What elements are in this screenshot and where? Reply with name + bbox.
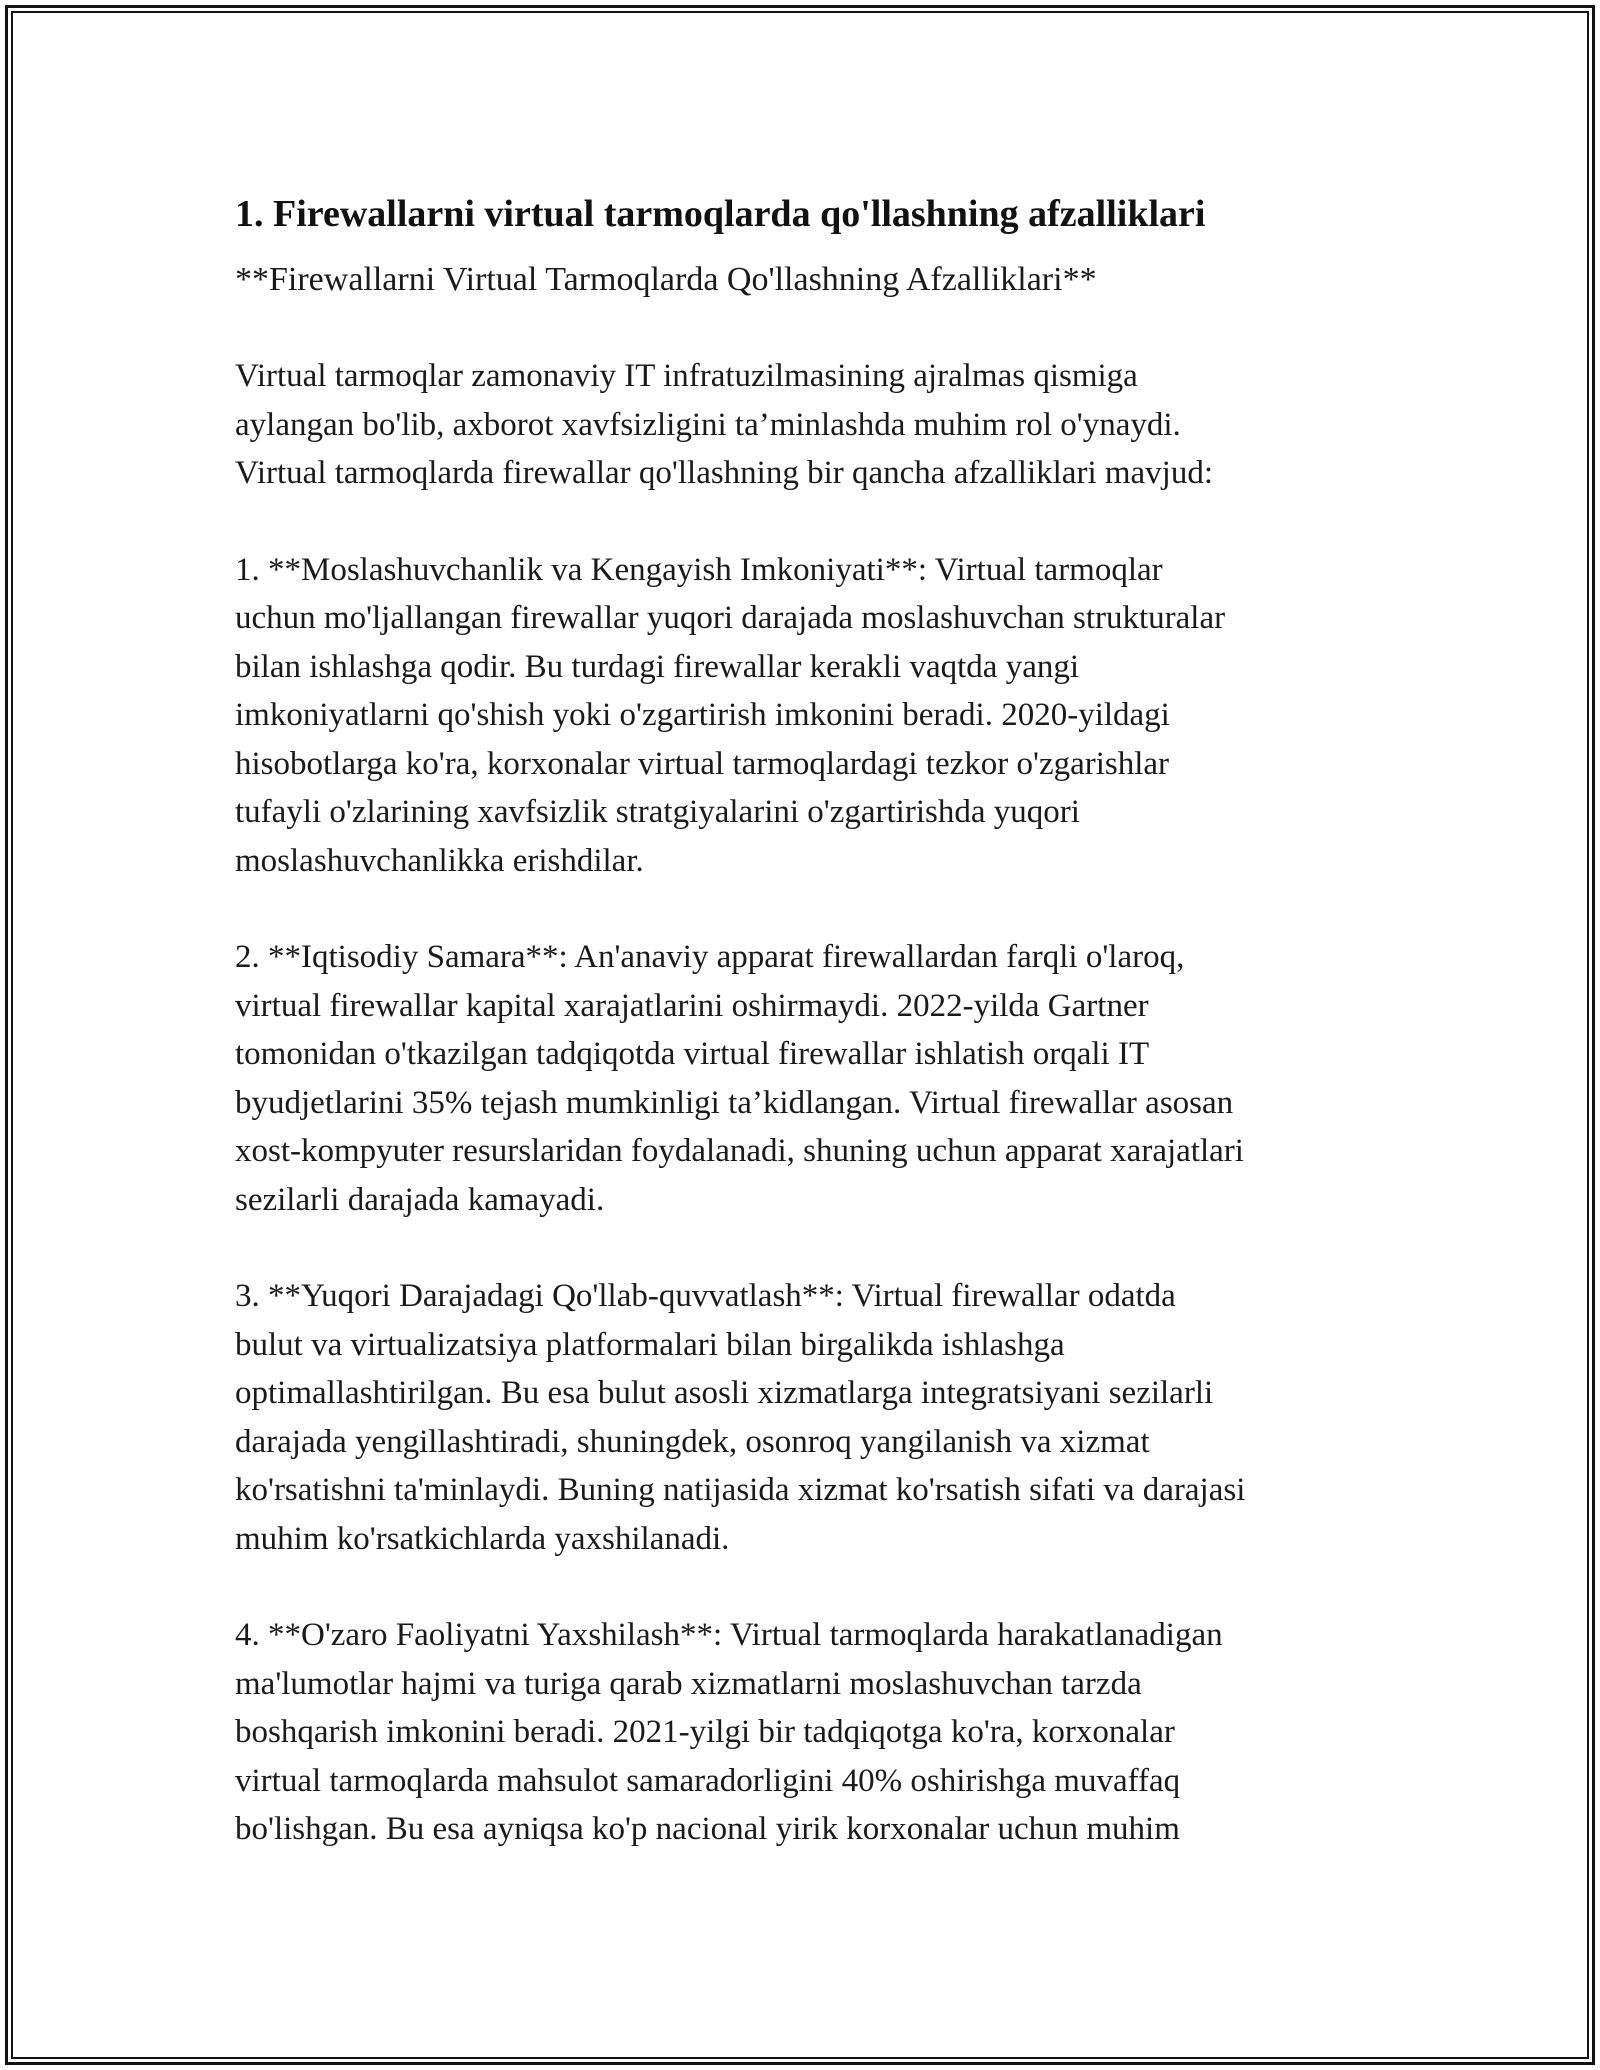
paragraph-line: 4. **O'zaro Faoliyatni Yaxshilash**: Virtual tarmoqlarda harakatlanadigan bbox=[235, 1617, 1223, 1653]
paragraph-item-4 bbox=[235, 1611, 1375, 1854]
paragraph-line: darajada yengillashtiradi, shuningdek, osonroq yangilanish va xizmat bbox=[235, 1423, 1150, 1460]
paragraph-line: sezilarli darajada kamayadi. bbox=[235, 1181, 605, 1218]
paragraph-item-1 bbox=[235, 546, 1375, 886]
paragraph-line: Virtual tarmoqlar zamonaviy IT infratuzilmasining ajralmas qismiga bbox=[235, 358, 1138, 394]
paragraph-line: byudjetlarini 35% tejash mumkinligi ta’kidlangan. Virtual firewallar asosan bbox=[235, 1084, 1234, 1121]
paragraph-line: bulut va virtualizatsiya platformalari bilan birgalikda ishlashga bbox=[235, 1326, 1065, 1363]
paragraph-line: boshqarish imkonini beradi. 2021-yilgi bir tadqiqotga ko'ra, korxonalar bbox=[235, 1714, 1175, 1750]
paragraph-line: uchun mo'ljallangan firewallar yuqori darajada moslashuvchan strukturalar bbox=[235, 600, 1226, 636]
document-body bbox=[235, 186, 1375, 1854]
paragraph-line: 1. **Moslashuvchanlik va Kengayish Imkoniyati**: Virtual tarmoqlar bbox=[235, 551, 1163, 588]
paragraph-line: muhim ko'rsatkichlarda yaxshilanadi. bbox=[235, 1520, 730, 1557]
document-subtitle: **Firewallarni Virtual Tarmoqlarda Qo'llashning Afzalliklari** bbox=[235, 261, 1097, 298]
paragraph-item-3 bbox=[235, 1272, 1375, 1563]
paragraph-line: tufayli o'zlarining xavfsizlik stratgiyalarini o'zgartirishda yuqori bbox=[235, 794, 1080, 830]
paragraph-item-2 bbox=[235, 933, 1375, 1224]
paragraph-line: 3. **Yuqori Darajadagi Qo'llab-quvvatlash**: Virtual firewallar odatda bbox=[235, 1278, 1176, 1314]
paragraph-line: bo'lishgan. Bu esa ayniqsa ko'p nacional yirik korxonalar uchun muhim bbox=[235, 1811, 1180, 1847]
paragraph-line: optimallashtirilgan. Bu esa bulut asosli xizmatlarga integratsiyani sezilarli bbox=[235, 1375, 1214, 1411]
paragraph-intro bbox=[235, 352, 1375, 498]
document-title: 1. Firewallarni virtual tarmoqlarda qo'llashning afzalliklari bbox=[235, 193, 1206, 235]
paragraph-line: ko'rsatishni ta'minlaydi. Buning natijasida xizmat ko'rsatish sifati va darajasi bbox=[235, 1472, 1246, 1508]
paragraph-line: xost-kompyuter resurslaridan foydalanadi, shuning uchun apparat xarajatlari bbox=[235, 1133, 1244, 1169]
paragraph-line: ma'lumotlar hajmi va turiga qarab xizmatlarni moslashuvchan tarzda bbox=[235, 1665, 1142, 1702]
paragraph-line: Virtual tarmoqlarda firewallar qo'llashning bir qancha afzalliklari mavjud: bbox=[235, 455, 1214, 491]
paragraph-line: virtual firewallar kapital xarajatlarini oshirmaydi. 2022-yilda Gartner bbox=[235, 987, 1149, 1024]
paragraph-line: imkoniyatlarni qo'shish yoki o'zgartirish imkonini beradi. 2020-yildagi bbox=[235, 697, 1170, 733]
paragraph-line: aylangan bo'lib, axborot xavfsizligini ta’minlashda muhim rol o'ynaydi. bbox=[235, 406, 1181, 443]
paragraph-line: virtual tarmoqlarda mahsulot samaradorligini 40% oshirishga muvaffaq bbox=[235, 1762, 1181, 1799]
paragraph-line: bilan ishlashga qodir. Bu turdagi firewallar kerakli vaqtda yangi bbox=[235, 648, 1080, 685]
paragraph-line: moslashuvchanlikka erishdilar. bbox=[235, 842, 644, 879]
paragraph-line: hisobotlarga ko'ra, korxonalar virtual tarmoqlardagi tezkor o'zgarishlar bbox=[235, 745, 1170, 782]
paragraph-line: tomonidan o'tkazilgan tadqiqotda virtual firewallar ishlatish orqali IT bbox=[235, 1036, 1150, 1072]
paragraph-line: 2. **Iqtisodiy Samara**: An'anaviy apparat firewallardan farqli o'laroq, bbox=[235, 939, 1185, 975]
